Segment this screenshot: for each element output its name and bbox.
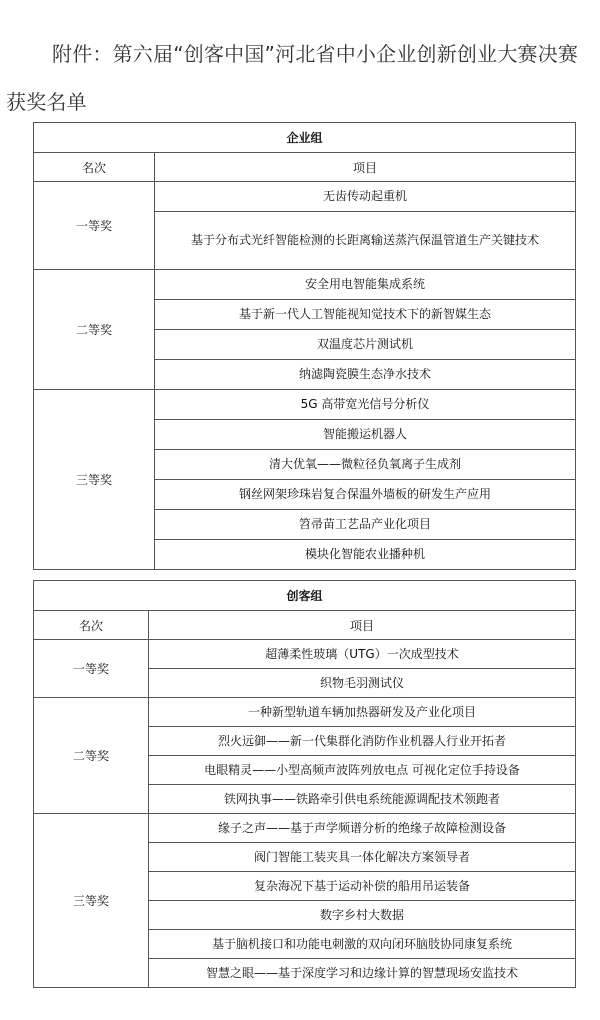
header-rank: 名次 <box>34 611 149 640</box>
header-rank: 名次 <box>34 153 155 182</box>
header-item: 项目 <box>155 153 576 182</box>
award-item: 超薄柔性玻璃（UTG）一次成型技术 <box>149 640 576 669</box>
award-item: 电眼精灵——小型高频声波阵列放电点 可视化定位手持设备 <box>149 756 576 785</box>
award-item: 数字乡村大数据 <box>149 901 576 930</box>
award-item: 5G 高带宽光信号分析仪 <box>155 390 576 420</box>
award-item: 基于新一代人工智能视知觉技术下的新智媒生态 <box>155 300 576 330</box>
document-title: 附件：第六届“创客中国”河北省中小企业创新创业大赛决赛获奖名单 <box>6 42 579 114</box>
award-rank: 二等奖 <box>34 270 155 390</box>
award-item: 复杂海况下基于运动补偿的船用吊运装备 <box>149 872 576 901</box>
header-item: 项目 <box>149 611 576 640</box>
award-rank: 三等奖 <box>34 814 149 988</box>
award-item: 缘子之声——基于声学频谱分析的绝缘子故障检测设备 <box>149 814 576 843</box>
award-item: 智能搬运机器人 <box>155 420 576 450</box>
award-item: 安全用电智能集成系统 <box>155 270 576 300</box>
award-item: 纳滤陶瓷膜生态净水技术 <box>155 360 576 390</box>
award-item: 基于分布式光纤智能检测的长距离输送蒸汽保温管道生产关键技术 <box>155 212 576 270</box>
award-rank: 三等奖 <box>34 390 155 570</box>
award-rank: 一等奖 <box>34 182 155 270</box>
award-item: 阀门智能工装夹具一体化解决方案领导者 <box>149 843 576 872</box>
award-rank: 一等奖 <box>34 640 149 698</box>
enterprise-group-table <box>33 122 576 570</box>
award-item: 无齿传动起重机 <box>155 182 576 212</box>
award-item: 模块化智能农业播种机 <box>155 540 576 570</box>
award-rank: 二等奖 <box>34 698 149 814</box>
award-item: 织物毛羽测试仪 <box>149 669 576 698</box>
award-item: 智慧之眼——基于深度学习和边缘计算的智慧现场安监技术 <box>149 959 576 988</box>
award-item: 笤帚苗工艺品产业化项目 <box>155 510 576 540</box>
award-item: 清大优氧——微粒径负氧离子生成剂 <box>155 450 576 480</box>
award-item: 钢丝网架珍珠岩复合保温外墙板的研发生产应用 <box>155 480 576 510</box>
group-title: 创客组 <box>34 581 576 611</box>
award-item: 铁网执事——铁路牵引供电系统能源调配技术领跑者 <box>149 785 576 814</box>
maker-group-table <box>33 580 576 988</box>
award-item: 烈火远御——新一代集群化消防作业机器人行业开拓者 <box>149 727 576 756</box>
group-title: 企业组 <box>34 123 576 153</box>
award-item: 双温度芯片测试机 <box>155 330 576 360</box>
award-item: 一种新型轨道车辆加热器研发及产业化项目 <box>149 698 576 727</box>
award-item: 基于脑机接口和功能电刺激的双向闭环脑肢协同康复系统 <box>149 930 576 959</box>
